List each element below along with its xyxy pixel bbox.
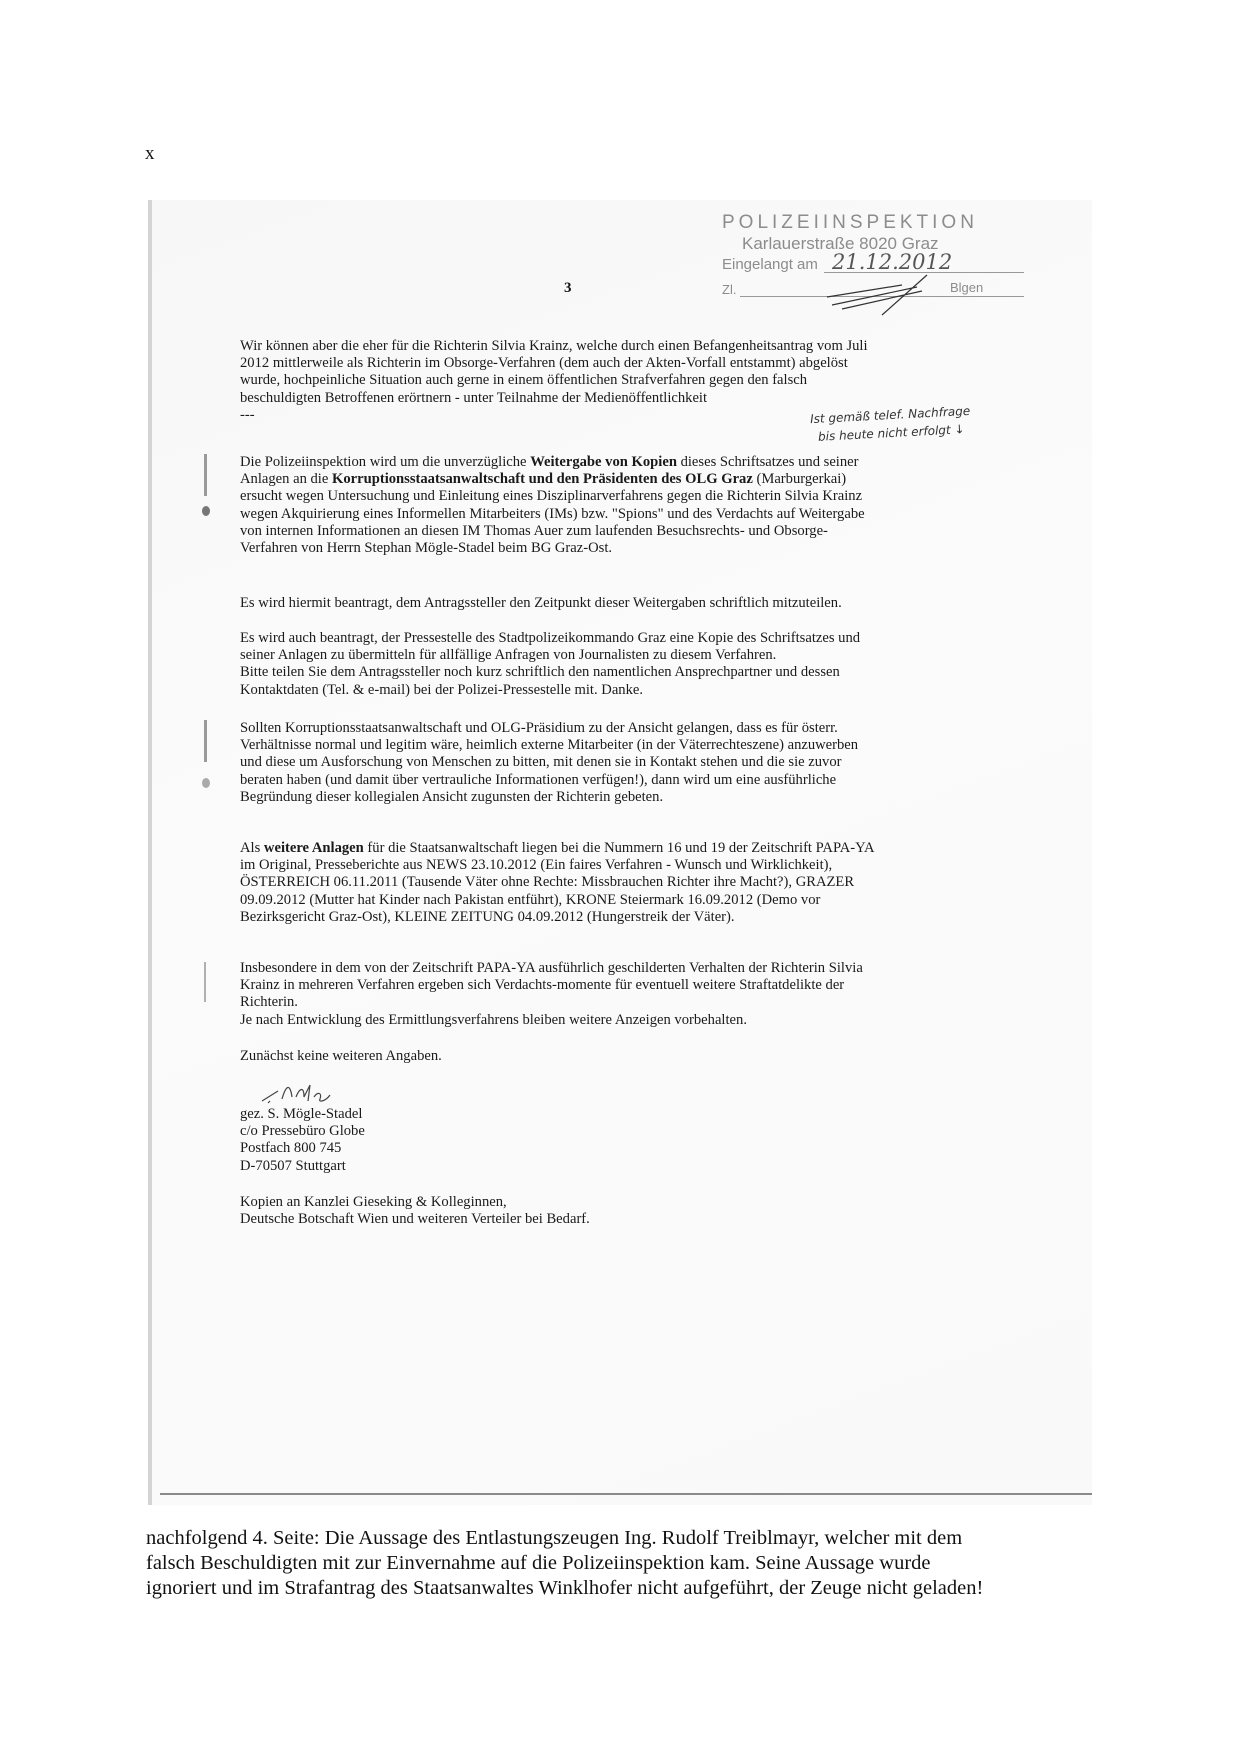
received-stamp — [722, 212, 1052, 304]
text-line: wurde, hochpeinliche Situation auch gerne in einem öffentlichen Strafverfahren gegen den falsch — [240, 372, 808, 389]
bold-text: Weitergabe von Kopien — [530, 454, 677, 470]
footer-note — [146, 1526, 1106, 1601]
margin-mark — [202, 506, 210, 516]
text-line: beschuldigten Betroffenen erörtnern - unter Teilnahme der Medienöffentlichkeit — [240, 389, 708, 406]
text-line: beraten haben (und damit über vertrauliche Informationen verfügen!), dann wird um eine ausführliche — [240, 771, 837, 788]
text-line: 2012 mittlerweile als Richterin im Obsorge-Verfahren (dem auch der Akten-Vorfall entstammt) abgelöst — [240, 355, 848, 372]
text: Als — [240, 840, 264, 856]
text-line: ersucht wegen Untersuchung und Einleitung eines Disziplinarverfahrens gegen die Richterin Silvia Krainz — [240, 488, 863, 505]
text: Die Polizeiinspektion wird um die unverzügliche — [240, 454, 531, 470]
text-line: Insbesondere in dem von der Zeitschrift PAPA-YA ausführlich geschilderten Verhalten der Richterin Silvia — [240, 960, 863, 976]
text-line: Postfach 800 745 — [240, 1140, 342, 1157]
text-line: im Original, Presseberichte aus NEWS 23.10.2012 (Ein faires Verfahren - Wunsch und Wirklichkeit), — [240, 857, 833, 874]
text-line: D-70507 Stuttgart — [240, 1157, 346, 1174]
text: für die Staatsanwaltschaft liegen bei die Nummern 16 und 19 der Zeitschrift PAPA-YA — [363, 840, 875, 856]
text-line — [240, 454, 940, 471]
bold-text: weitere Anlagen — [263, 840, 364, 856]
text-line: Es wird auch beantragt, der Pressestelle des Stadtpolizeikommando Graz eine Kopie des Schriftsatzes und — [240, 630, 861, 646]
text-line: Richterin. — [240, 994, 298, 1011]
text-line: Zunächst keine weiteren Angaben. — [240, 1048, 442, 1064]
text-line: ignoriert und im Strafantrag des Staatsanwaltes Winklhofer nicht aufgeführt, der Zeuge nicht geladen! — [146, 1577, 984, 1599]
text-line: ÖSTERREICH 06.11.2011 (Tausende Väter ohne Rechte: Missbrauchen Richter ihre Macht?), GRAZER — [240, 874, 855, 891]
text-line: Verfahren von Herrn Stephan Mögle-Stadel beim BG Graz-Ost. — [240, 540, 613, 557]
text-line: Sollten Korruptionsstaatsanwaltschaft und OLG-Präsidium zu der Ansicht gelangen, dass es für österr. — [240, 720, 838, 736]
paragraph-5 — [240, 720, 940, 806]
handwritten-signature — [260, 1077, 340, 1107]
stamp-received-label: Eingelangt am — [722, 256, 818, 273]
text-line: von internen Informationen an diesen IM Thomas Auer zum laufenden Besuchsrechts- und Obsorge- — [240, 522, 828, 539]
copies-note — [240, 1194, 940, 1228]
text-line: wegen Akquirierung eines Informellen Mitarbeiters (IMs) bzw. "Spions" und des Verdachts auf Weitergabe — [240, 505, 865, 522]
text-line — [240, 471, 940, 488]
paragraph-7 — [240, 960, 940, 1029]
stamp-line-2: Karlauerstraße 8020 Graz — [742, 234, 939, 253]
text-line: Es wird hiermit beantragt, dem Antragssteller den Zeitpunkt dieser Weitergaben schriftlich mitzuteilen. — [240, 595, 842, 611]
paragraph-6 — [240, 840, 940, 926]
stamp-zl-label: Zl. — [722, 282, 737, 297]
paragraph-2 — [240, 454, 940, 557]
text-line: Je nach Entwicklung des Ermittlungsverfahrens bleiben weitere Anzeigen vorbehalten. — [240, 1011, 747, 1028]
header-mark: x — [145, 143, 155, 164]
text-line: nachfolgend 4. Seite: Die Aussage des Entlastungszeugen Ing. Rudolf Treiblmayr, welcher mit dem — [146, 1527, 963, 1549]
text-line: Deutsche Botschaft Wien und weiteren Verteiler bei Bedarf. — [240, 1211, 590, 1228]
margin-mark — [204, 720, 207, 762]
text-line: Krainz in mehreren Verfahren ergeben sich Verdachts-momente für eventuell weitere Straftatdelikte der — [240, 977, 845, 994]
text-line: c/o Pressebüro Globe — [240, 1123, 365, 1140]
scan-edge-line — [160, 1493, 1092, 1495]
signature-block — [240, 1106, 940, 1175]
margin-mark — [204, 454, 207, 496]
text: dieses Schriftsatzes und seiner — [676, 454, 859, 470]
text-line: Verhältnisse normal und legitim wäre, heimlich externe Mitarbeiter (in der Väterrechteszene) anzuwerben — [240, 737, 859, 754]
text-line: Wir können aber die eher für die Richterin Silvia Krainz, welche durch einen Befangenheitsantrag vom Juli — [240, 338, 868, 354]
text-line: 09.09.2012 (Mutter hat Kinder nach Pakistan entführt), KRONE Steiermark 16.09.2012 (Demo vor — [240, 891, 821, 908]
stamp-line-1: POLIZEIINSPEKTION — [722, 212, 978, 233]
stamp-blgen-label: Blgen — [950, 280, 984, 295]
text-line: seiner Anlagen zu übermitteln für allfällige Anfragen von Journalisten zu diesem Verfahren. — [240, 647, 777, 664]
text: (Marburgerkai) — [752, 471, 847, 488]
text-line: --- — [240, 406, 255, 423]
page-number: 3 — [564, 280, 572, 296]
paragraph-4 — [240, 630, 940, 699]
bold-text: Korruptionsstaatsanwaltschaft und den Präsidenten des OLG Graz — [332, 471, 753, 488]
text-line: gez. S. Mögle-Stadel — [240, 1106, 363, 1122]
handwritten-note-line-2: bis heute nicht erfolgt ↓ — [817, 422, 965, 444]
paragraph-8 — [240, 1048, 940, 1065]
margin-mark — [204, 962, 206, 1002]
text-line — [240, 840, 940, 857]
text: Anlagen an die — [240, 471, 332, 488]
text-line: Bezirksgericht Graz-Ost), KLEINE ZEITUNG 04.09.2012 (Hungerstreik der Väter). — [240, 908, 735, 925]
text-line: und diese um Ausforschung von Menschen zu bitten, mit denen sie in Kontakt stehen und die sie zuvor — [240, 754, 842, 771]
handwritten-note-line-1: Ist gemäß telef. Nachfrage — [809, 403, 971, 427]
paragraph-3 — [240, 595, 940, 612]
text-line: Kontaktdaten (Tel. & e-mail) bei der Polizei-Pressestelle mit. Danke. — [240, 681, 644, 698]
text-line: Bitte teilen Sie dem Antragssteller noch kurz schriftlich den namentlichen Ansprechpartner und dessen — [240, 664, 840, 681]
stamp-date: 21.12.2012 — [832, 250, 953, 274]
text-line: Begründung dieser kollegialen Ansicht zugunsten der Richterin gebeten. — [240, 788, 664, 805]
scanned-page — [148, 200, 1092, 1505]
stamp-initials-scribble — [822, 267, 942, 317]
margin-mark — [202, 778, 210, 788]
text-line: falsch Beschuldigten mit zur Einvernahme auf die Polizeiinspektion kam. Seine Aussage wurde — [146, 1552, 931, 1574]
text-line: Kopien an Kanzlei Gieseking & Kolleginnen, — [240, 1194, 507, 1210]
